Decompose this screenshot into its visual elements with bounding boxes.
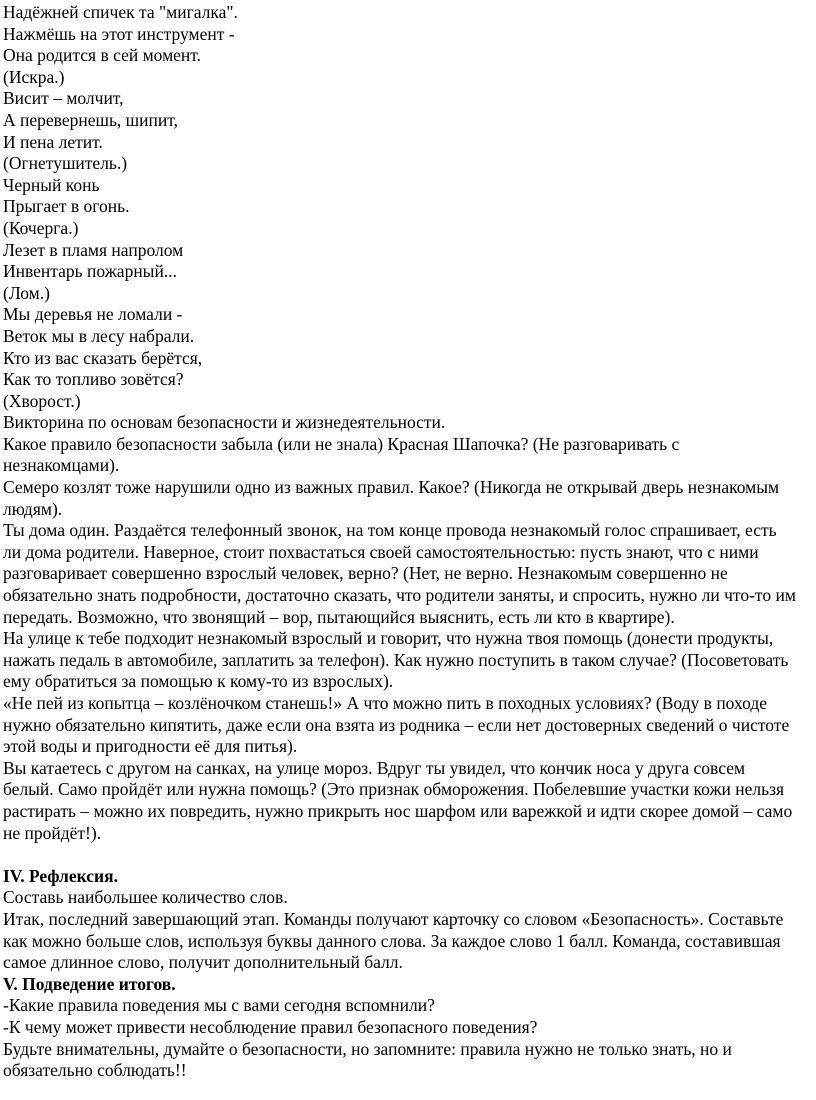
quiz-question: «Не пей из копытца – козлёночком станешь!» А что можно пить в походных условиях? (Воду в походе нужно обязательно кипятить, даже если она взята из родника – если нет достоверных сведений о чистоте этой воды и пригодности её для питья). <box>3 693 790 757</box>
quiz-question: Семеро козлят тоже нарушили одно из важных правил. Какое? (Никогда не открывай дверь незнакомым людям). <box>3 477 780 519</box>
riddle-line: И пена летит. <box>3 131 103 152</box>
riddle-line: А перевернешь, шипит, <box>3 109 178 130</box>
riddle-line: Лезет в пламя напролом <box>3 239 184 260</box>
quiz-question: Какое правило безопасности забыла (или не знала) Красная Шапочка? (Не разговаривать с незнакомцами). <box>3 433 680 476</box>
riddle-line: Как то топливо зовётся? <box>3 369 184 390</box>
riddle-line: Мы деревья не ломали - <box>3 304 183 325</box>
reflection-heading: IV. Рефлексия. <box>3 865 118 886</box>
paragraph-spacer <box>3 844 804 866</box>
quiz-title: Викторина по основам безопасности и жизнедеятельности. <box>3 412 446 433</box>
summary-question: -К чему может привести несоблюдение правил безопасного поведения? <box>3 1016 538 1037</box>
quiz-question: Вы катаетесь с другом на санках, на улице мороз. Вдруг ты увидел, что кончик носа у друга совсем белый. Само пройдёт или нужна помощь? (Это признак обморожения. Побелевшие участки кожи нельзя растирать – можно их повредить, нужно прикрыть нос шарфом или варежкой и идти скорее домой – само не пройдёт!). <box>3 757 793 843</box>
riddle-answer: (Искра.) <box>3 66 65 87</box>
riddles-section <box>3 2 804 412</box>
closing-remark: Будьте внимательны, думайте о безопасности, но запомните: правила нужно не только знать, но и обязательно соблюдать!! <box>3 1038 732 1081</box>
reflection-task: Составь наибольшее количество слов. <box>3 887 288 908</box>
riddle-line: Черный конь <box>3 174 100 195</box>
riddle-answer: (Хворост.) <box>3 390 81 411</box>
riddle-line: Нажмёшь на этот инструмент - <box>3 23 235 44</box>
summary-heading: V. Подведение итогов. <box>3 973 176 994</box>
summary-question: -Какие правила поведения мы с вами сегодня вспомнили? <box>3 995 435 1016</box>
reflection-section <box>3 866 804 974</box>
riddle-line: Веток мы в лесу набрали. <box>3 325 195 346</box>
riddle-answer: (Лом.) <box>3 282 50 303</box>
quiz-question: Ты дома один. Раздаётся телефонный звонок, на том конце провода незнакомый голос спрашивает, есть ли дома родители. Наверное, стоит похвастаться своей самостоятельностью: пусть знают, что с ними разговаривает совершенно взрослый человек, верно? (Нет, не верно. Незнакомым совершенно не обязательно знать подробности, достаточно сказать, что родители заняты, и спросить, нужно ли что-то им передать. Возможно, что звонящий – вор, пытающийся выяснить, есть ли кто в квартире). <box>3 520 796 627</box>
riddle-line: Кто из вас сказать берётся, <box>3 347 203 368</box>
riddle-line: Висит – молчит, <box>3 88 124 109</box>
riddle-line: Прыгает в огонь. <box>3 196 130 217</box>
summary-section <box>3 974 804 1082</box>
reflection-instructions: Итак, последний завершающий этап. Команды получают карточку со словом «Безопасность». Составьте как можно больше слов, используя буквы данного слова. За каждое слово 1 балл. Команда, составившая самое длинное слово, получит дополнительный балл. <box>3 908 784 973</box>
riddle-answer: (Кочерга.) <box>3 217 79 238</box>
quiz-section <box>3 412 804 844</box>
riddle-line: Инвентарь пожарный... <box>3 261 177 282</box>
quiz-question: На улице к тебе подходит незнакомый взрослый и говорит, что нужна твоя помощь (донести продукты, нажать педаль в автомобиле, заплатить за телефон). Как нужно поступить в таком случае? (Посоветовать ему обратиться за помощью к кому-то из взрослых). <box>3 628 789 692</box>
riddle-line: Она родится в сей момент. <box>3 45 201 66</box>
riddle-answer: (Огнетушитель.) <box>3 153 128 174</box>
riddle-line: Надёжней спичек та "мигалка". <box>3 2 238 22</box>
